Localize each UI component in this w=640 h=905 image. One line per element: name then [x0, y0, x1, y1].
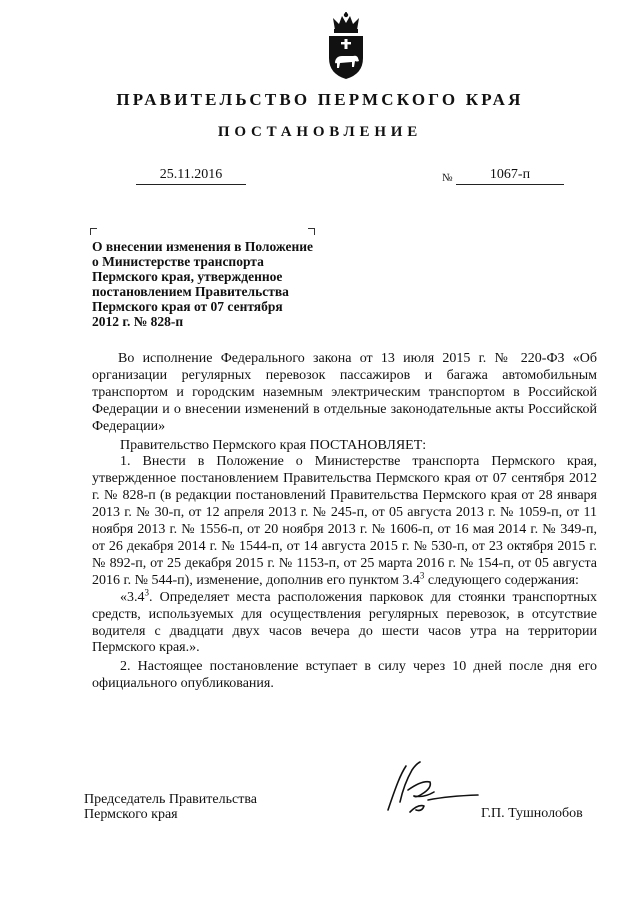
- quote-superscript: 3: [144, 587, 149, 598]
- item-1-tail: следующего содержания:: [424, 572, 579, 588]
- item-1-superscript: 3: [419, 570, 425, 581]
- subject-line: Пермского края, утвержденное: [92, 269, 283, 284]
- coat-of-arms-icon: [325, 12, 367, 80]
- document-subject: [92, 239, 352, 329]
- body-paragraph-resolves: Правительство Пермского края ПОСТАНОВЛЯЕТ:: [120, 437, 427, 453]
- body-paragraph-quote: [92, 587, 597, 658]
- signatory-position: [84, 792, 257, 822]
- quote-text: . Определяет места расположения парковок для стоянки транспортных средств, используемых для осуществления регулярных перевозок, в отсутствие водителя с двадцати двух часов вечера до шести часов утра на территории Пермского края.».: [92, 589, 597, 656]
- government-title: ПРАВИТЕЛЬСТВО ПЕРМСКОГО КРАЯ: [116, 90, 524, 109]
- subject-line: о Министерстве транспорта: [92, 254, 264, 269]
- body-paragraph-item-1: [92, 454, 597, 589]
- signatory-position-line: Председатель Правительства: [84, 792, 257, 807]
- document-body: [92, 351, 597, 693]
- document-type: ПОСТАНОВЛЕНИЕ: [217, 124, 423, 140]
- subject-line: О внесении изменения в Положение: [92, 239, 314, 254]
- signatory-position-line: Пермского края: [84, 807, 178, 822]
- signature-icon: [378, 752, 488, 822]
- subject-line: 2012 г. № 828-п: [92, 314, 184, 329]
- item-1-text: 1. Внести в Положение о Министерстве транспорта Пермского края, утвержденное постановлением Правительства Пермского края от 07 сентября 2012 г. № 828-п (в редакции постановлений Правительства Пермского края от 28 января 2013 г. № 30-п, от 12 апреля 2013 г. № 245-п, от 05 августа 2013 г. № 1059-п, от 11 ноября 2013 г. № 1556-п, от 20 ноября 2013 г. № 1606-п, от 16 мая 2014 г. № 349-п, от 26 декабря 2014 г. № 1544-п, от 14 августа 2015 г. № 530-п, от 23 октября 2015 г. № 892-п, от 25 декабря 2015 г. № 1153-п, от 25 марта 2016 г. № 154-п, от 05 августа 2016 г. № 544-п), изменение, дополнив его пунктом 3.4: [92, 454, 597, 588]
- quote-start: «3.4: [120, 589, 145, 605]
- subject-corner-left: [90, 228, 97, 235]
- subject-line: постановлением Правительства: [92, 284, 289, 299]
- number-sign: №: [442, 172, 453, 184]
- document-date: 25.11.2016: [136, 166, 246, 185]
- document-number: 1067-п: [456, 166, 564, 185]
- body-paragraph-preamble: Во исполнение Федерального закона от 13 июля 2015 г. № 220-ФЗ «Об организации регулярных перевозок пассажиров и багажа автомобильным транспортом и городским наземным электрическим транспортом в Российской Федерации и о внесении изменений в отдельные законодательные акты Российской Федерации»: [92, 351, 597, 434]
- signatory-name: Г.П. Тушнолобов: [481, 806, 583, 821]
- subject-line: Пермского края от 07 сентября: [92, 299, 283, 314]
- body-paragraph-item-2: 2. Настоящее постановление вступает в силу через 10 дней после дня его официального опубликования.: [92, 659, 597, 692]
- subject-corner-right: [308, 228, 315, 235]
